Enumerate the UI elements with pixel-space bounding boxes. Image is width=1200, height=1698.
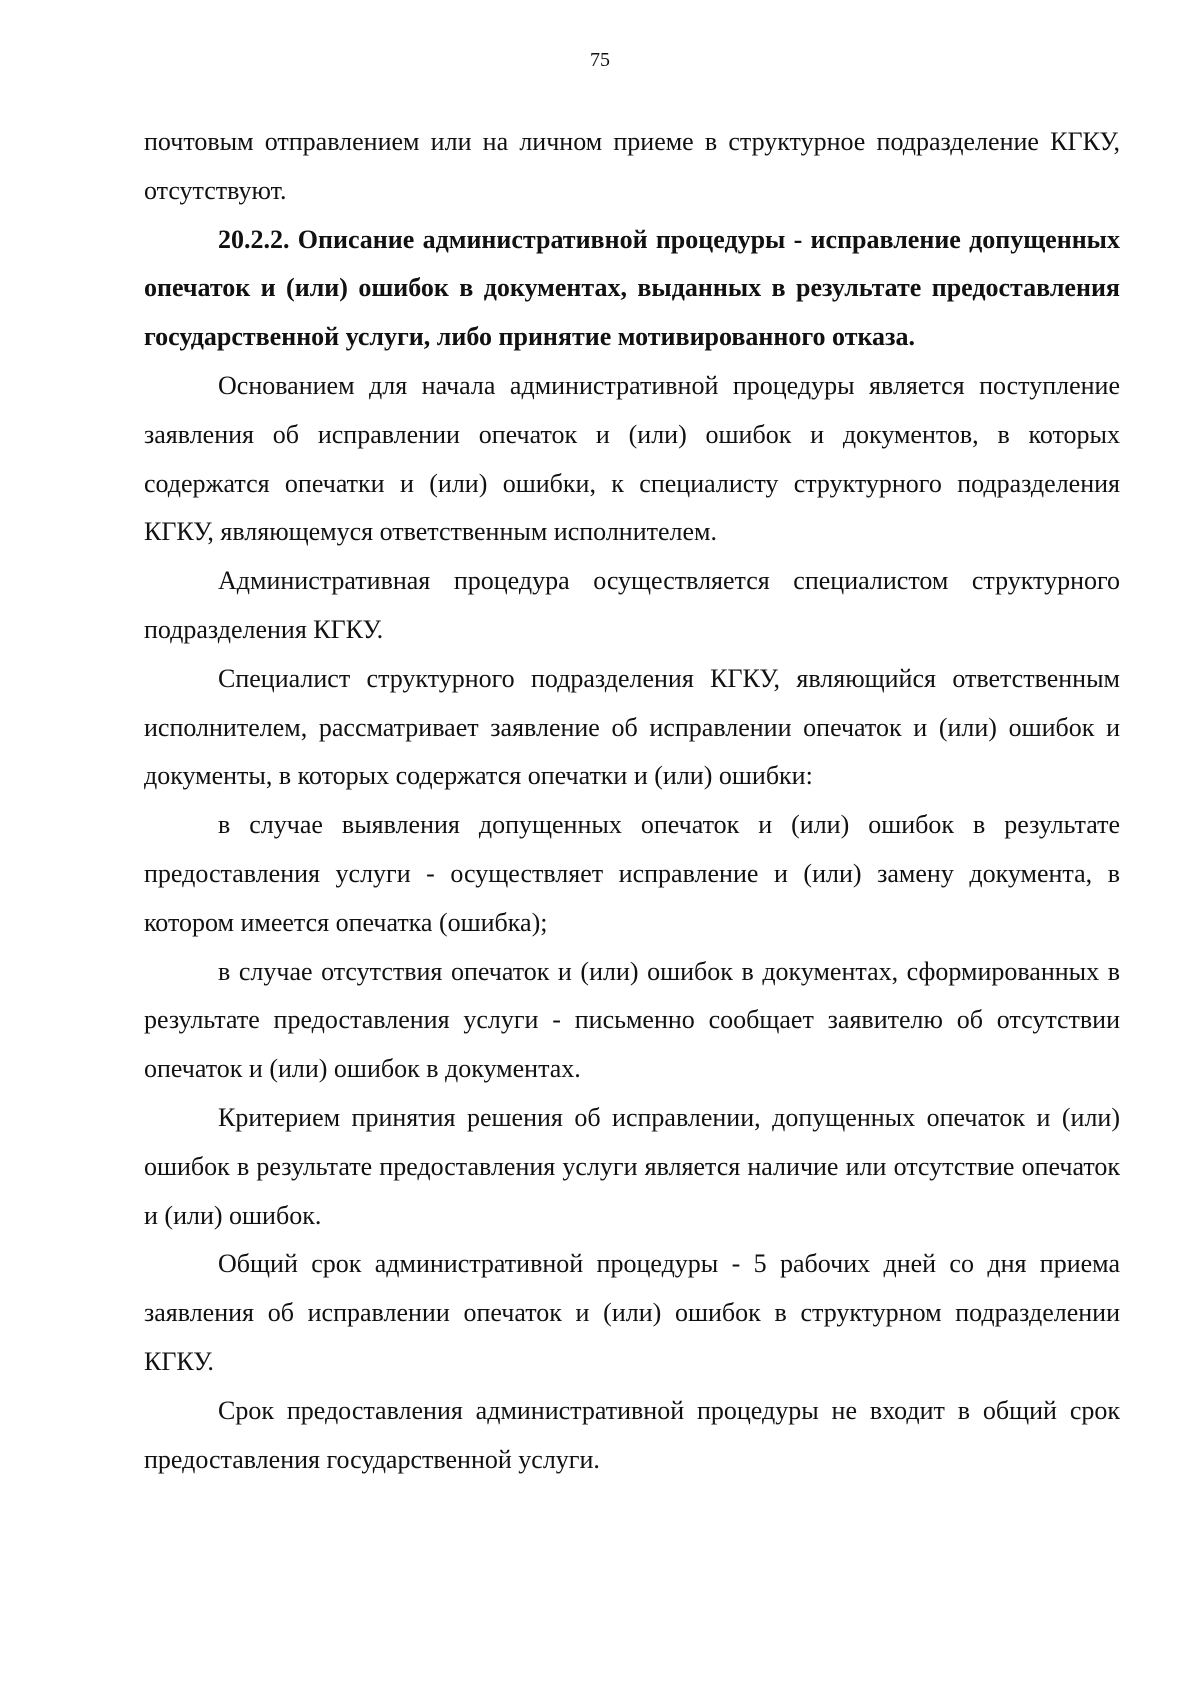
paragraph-procedure-performer: Административная процедура осуществляется специалистом структурного подразделения КГКУ. (144, 566, 1120, 644)
paragraph-specialist-review: Специалист структурного подразделения КГКУ, являющийся ответственным исполнителем, рассматривает заявление об исправлении опечаток и (или) ошибок и документы, в которых содержатся опечатки и (или) ошибки: (144, 663, 1120, 791)
paragraph-basis: Основанием для начала административной процедуры является поступление заявления об исправлении опечаток и (или) ошибок и документов, в которых содержатся опечатки и (или) ошибки, к специалисту структурного подразделения КГКУ, являющемуся ответственным исполнителем. (144, 370, 1120, 547)
paragraph-case-no-errors: в случае отсутствия опечаток и (или) ошибок в документах, сформированных в результате предоставления услуги - письменно сообщает заявителю об отсутствии опечаток и (или) ошибок в документах. (144, 956, 1120, 1084)
paragraph-case-errors-found: в случае выявления допущенных опечаток и (или) ошибок в результате предоставления услуги - осуществляет исправление и (или) замену документа, в котором имеется опечатка (ошибка); (144, 810, 1120, 937)
paragraph-decision-criterion: Критерием принятия решения об исправлении, допущенных опечаток и (или) ошибок в результате предоставления услуги является наличие или отсутствие опечаток и (или) ошибок. (144, 1102, 1120, 1230)
document-body (144, 118, 1120, 1484)
page-number: 75 (590, 49, 610, 71)
paragraph-continuation: почтовым отправлением или на личном приеме в структурное подразделение КГКУ, отсутствуют. (144, 127, 1120, 205)
paragraph-term-note: Срок предоставления административной процедуры не входит в общий срок предоставления государственной услуги. (144, 1395, 1120, 1474)
paragraph-total-term: Общий срок административной процедуры - 5 рабочих дней со дня приема заявления об исправлении опечаток и (или) ошибок в структурном подразделении КГКУ. (144, 1249, 1120, 1376)
section-heading: 20.2.2. Описание административной процедуры - исправление допущенных опечаток и (или) ошибок в документах, выданных в результате предоставления государственной услуги, либо принятие мотивированного отказа. (144, 224, 1120, 352)
